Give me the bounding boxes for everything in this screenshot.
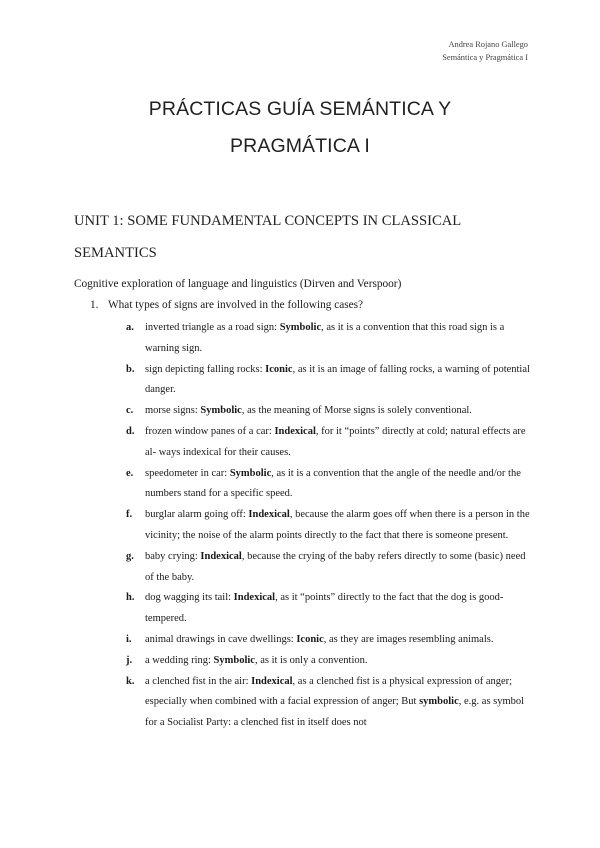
item-text [145,651,532,672]
item-text [145,422,532,464]
item-pre: inverted triangle as a road sign: [145,322,280,333]
list-item [126,651,532,672]
item-post: , because the alarm goes off when there is a person in the vicinity; the noise of the alarm points directly to the fact that there is someone present. [145,509,530,541]
title-line-2: PRAGMÁTICA I [230,135,370,157]
list-item [126,318,532,360]
item-sign-type: Symbolic [229,467,272,479]
item-sign-type: Symbolic [213,654,255,666]
item-text [145,505,532,547]
item-post: , as it is a convention that the angle of the needle and/or the numbers stand for a specific speed. [145,467,521,500]
item-text [145,360,532,402]
item-pre: frozen window panes of a car: [145,425,275,437]
item-post: , as a clenched fist is a physical expression of anger; especially when combined with a facial expression of anger; But [145,675,513,708]
item-pre: sign depicting falling rocks: [145,363,266,375]
title-line-1: PRÁCTICAS GUÍA SEMÁNTICA Y [148,98,452,120]
item-pre: animal drawings in cave dwellings: [145,633,297,645]
list-item [126,672,532,734]
list-item [126,401,532,422]
list-item [126,547,532,589]
item-sign-type: Indexical [233,592,276,604]
item-letter: b. [126,363,135,375]
item-letter: k. [126,675,135,687]
item-letter: i. [126,633,132,645]
list-item [126,464,532,506]
item-text [145,401,532,422]
question-text: What types of signs are involved in the following cases? [108,299,364,311]
course-name: Semántica y Pragmática I [442,52,528,62]
unit-heading [74,205,534,269]
item-text [145,464,532,506]
item-letter: h. [126,592,135,604]
list-item [126,630,532,651]
item-text [145,318,532,360]
item-sign-type: Indexical [251,675,293,687]
item-post: , for it “points” directly at cold; natural effects are al- ways indexical for their causes. [145,425,526,458]
item-letter: j. [126,654,133,666]
page-header [442,39,528,64]
list-item [126,360,532,402]
answer-list [126,318,532,734]
item-text [145,672,532,734]
item-sign-type: Symbolic [200,405,242,417]
item-letter: a. [126,322,134,333]
item-post-alt: , e.g. as symbol for a Socialist Party: a clenched fist in itself does not [145,696,525,729]
item-post: , because the crying of the baby refers directly to some (basic) need of the baby. [145,550,526,583]
item-sign-type: Indexical [200,550,242,562]
item-letter: c. [126,405,134,417]
item-pre: dog wagging its tail: [145,592,234,604]
item-pre: speedometer in car: [145,467,230,479]
intro-line: Cognitive exploration of language and linguistics (Dirven and Verspoor) [74,278,402,290]
list-item [126,588,532,630]
item-letter: d. [126,425,135,437]
item-post: , as it is an image of falling rocks, a warning of potential danger. [145,363,530,396]
item-pre: a wedding ring: [145,654,214,666]
author-name: Andrea Rojano Gallego [448,40,528,49]
item-pre: burglar alarm going off: [145,509,249,521]
item-sign-type-alt: symbolic [419,696,459,708]
item-text [145,547,532,589]
item-sign-type: Indexical [248,509,290,521]
question-1 [90,297,363,313]
unit-line-2: SEMANTICS [74,245,157,261]
item-pre: a clenched fist in the air: [145,675,252,687]
item-post: , as it is a convention that this road sign is a warning sign. [145,322,505,354]
item-post: , as it is only a convention. [254,654,368,666]
item-sign-type: Symbolic [279,322,322,333]
item-sign-type: Iconic [265,363,293,375]
item-pre: baby crying: [145,550,201,562]
item-post: , as they are images resembling animals. [323,633,494,645]
item-letter: g. [126,550,134,562]
item-post: , as the meaning of Morse signs is solely conventional. [241,405,472,417]
item-post: , as it “points” directly to the fact that the dog is good- tempered. [145,592,504,625]
item-text [145,630,532,651]
item-text [145,588,532,630]
item-pre: morse signs: [145,405,201,417]
item-sign-type: Iconic [296,633,324,645]
list-item [126,422,532,464]
question-number: 1. [90,299,99,311]
document-title [0,91,600,165]
item-letter: e. [126,467,134,479]
list-item [126,505,532,547]
item-sign-type: Indexical [274,425,316,437]
item-letter: f. [126,509,133,521]
unit-line-1: UNIT 1: SOME FUNDAMENTAL CONCEPTS IN CLASSICAL [74,213,462,229]
